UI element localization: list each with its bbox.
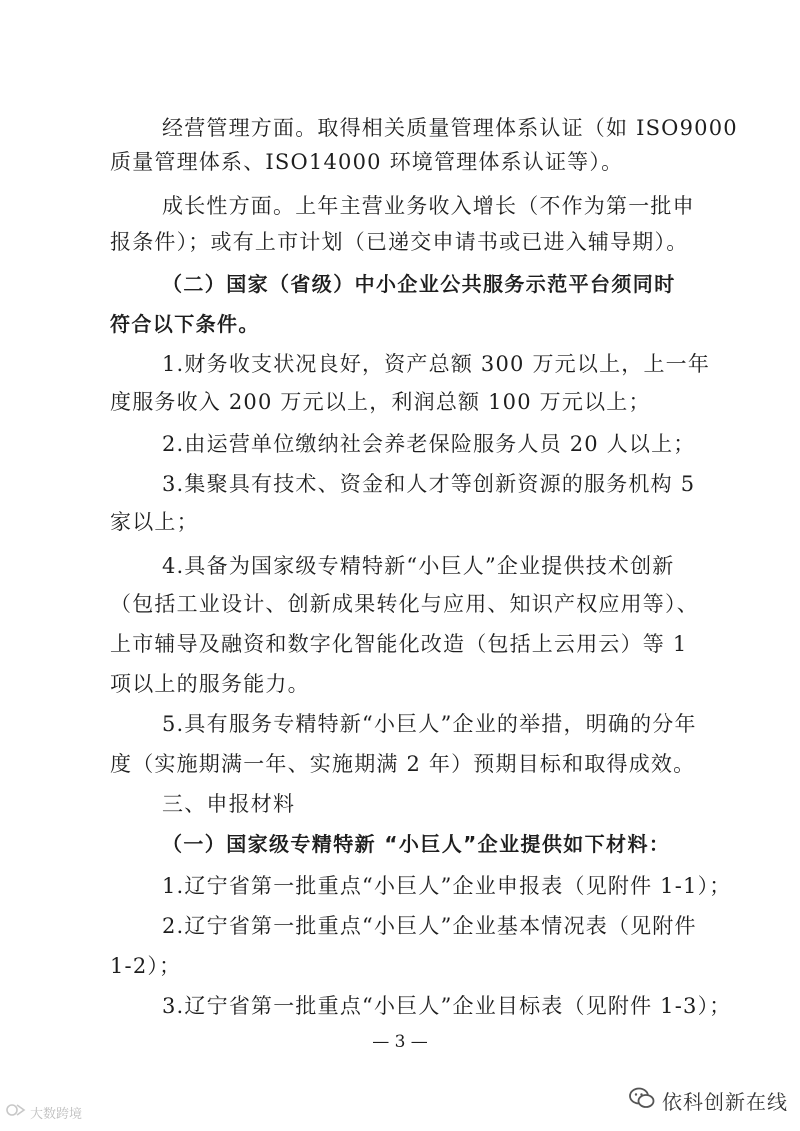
watermark-left-text: 大数跨境: [30, 1106, 83, 1122]
body-line: 4.具备为国家级专精特新“小巨人”企业提供技术创新: [162, 554, 675, 578]
body-line: 1.辽宁省第一批重点“小巨人”企业申报表（见附件 1-1）；: [162, 874, 732, 898]
watermark-text: 依科创新在线: [662, 1090, 788, 1114]
body-line: 1-2）；: [110, 954, 182, 978]
body-line: （包括工业设计、创新成果转化与应用、知识产权应用等）、: [110, 592, 699, 616]
body-line: 5.具有服务专精特新“小巨人”企业的举措，明确的分年: [162, 712, 697, 736]
body-line: 度服务收入 200 万元以上，利润总额 100 万元以上；: [110, 390, 651, 414]
body-line: 项以上的服务能力。: [110, 672, 310, 696]
watermark-logo: [6, 1102, 82, 1122]
body-line: 经营管理方面。取得相关质量管理体系认证（如 ISO9000: [162, 116, 738, 140]
section-heading: 符合以下条件。: [110, 312, 260, 336]
section-title: 三、申报材料: [162, 792, 296, 816]
section-heading: （一）国家级专精特新 “小巨人”企业提供如下材料：: [162, 832, 671, 856]
body-line: 2.辽宁省第一批重点“小巨人”企业基本情况表（见附件: [162, 914, 697, 938]
body-line: 上市辅导及融资和数字化智能化改造（包括上云用云）等 1: [110, 632, 688, 656]
body-line: 3.辽宁省第一批重点“小巨人”企业目标表（见附件 1-3）；: [162, 994, 732, 1018]
body-line: 1.财务收支状况良好，资产总额 300 万元以上，上一年: [162, 352, 711, 376]
section-heading: （二）国家（省级）中小企业公共服务示范平台须同时: [162, 272, 676, 296]
watermark-wechat: [628, 1086, 788, 1115]
body-line: 家以上；: [110, 510, 199, 534]
body-line: 报条件）；或有上市计划（已递交申请书或已进入辅导期）。: [110, 230, 689, 254]
logo-icon: [6, 1102, 26, 1122]
page-number: — 3 —: [372, 1032, 428, 1052]
body-line: 质量管理体系、ISO14000 环境管理体系认证等）。: [110, 150, 624, 174]
body-line: 3.集聚具有技术、资金和人才等创新资源的服务机构 5: [162, 472, 696, 496]
body-line: 成长性方面。上年主营业务收入增长（不作为第一批申: [162, 194, 695, 218]
body-line: 度（实施期满一年、实施期满 2 年）预期目标和取得成效。: [110, 752, 696, 776]
body-line: 2.由运营单位缴纳社会养老保险服务人员 20 人以上；: [162, 432, 696, 456]
wechat-icon: [628, 1086, 656, 1115]
